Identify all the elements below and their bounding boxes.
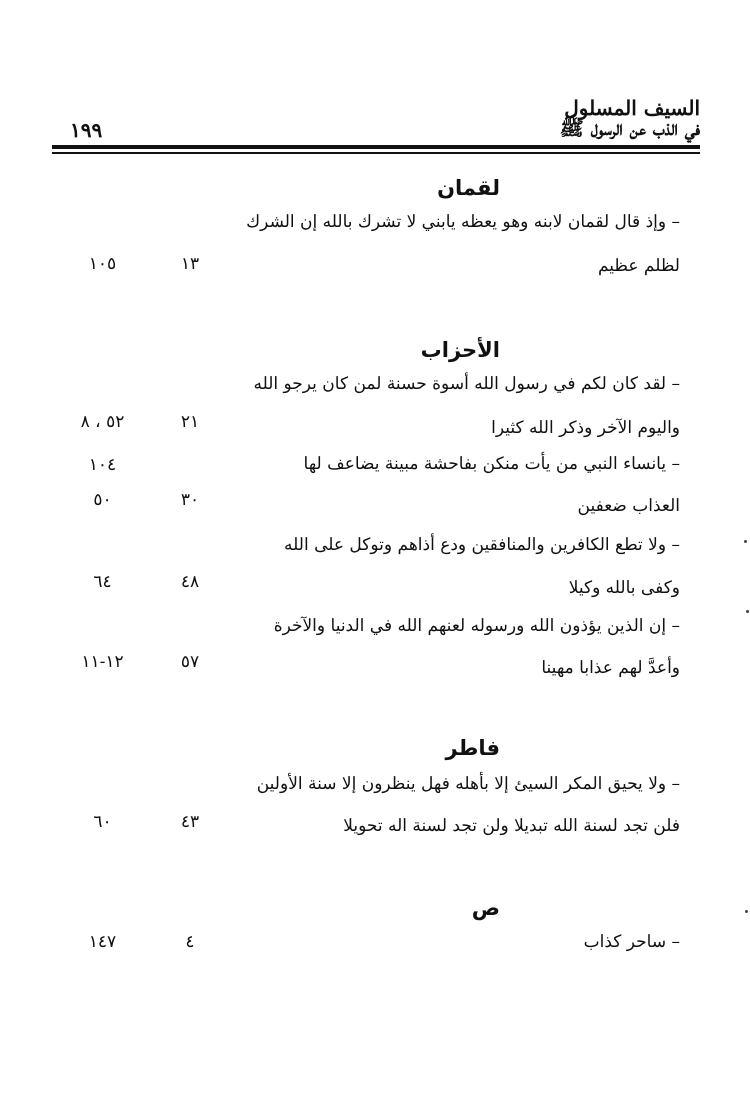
verse-line: – ولا تطع الكافرين والمنافقين ودع أذاهم وتوكل على الله (284, 535, 680, 555)
page-reference: ٥٠ (93, 490, 112, 510)
page-reference: ٦٠ (93, 812, 112, 832)
section-heading-sad: ص (471, 896, 500, 920)
header-rule-thin (52, 152, 700, 154)
page-reference: ١٤٧ (88, 932, 117, 952)
verse-number: ٤ (185, 932, 195, 952)
page-reference: ٥٢ ، ٨ (80, 412, 125, 432)
verse-line: فلن تجد لسنة الله تبديلا ولن تجد لسنة اله تحويلا (343, 816, 680, 836)
verse-line: لظلم عظيم (597, 256, 680, 276)
page-reference: ١٠٥ (88, 254, 117, 274)
section-heading-ahzab: الأحزاب (420, 338, 500, 362)
scan-speck (745, 910, 748, 913)
scan-speck (744, 540, 747, 543)
section-heading-luqman: لقمان (437, 176, 500, 200)
book-subtitle: في الذب عن الرسول ﷺ (559, 116, 700, 140)
verse-number: ٥٧ (180, 652, 200, 672)
verse-line: العذاب ضعفين (577, 496, 680, 516)
verse-line: – يانساء النبي من يأت منكن بفاحشة مبينة يضاعف لها (303, 454, 680, 474)
section-heading-fatir: فاطر (445, 736, 500, 760)
verse-line: وأعدَّ لهم عذابا مهينا (541, 658, 680, 678)
scan-speck (746, 610, 749, 613)
verse-number: ٤٣ (180, 812, 200, 832)
header-rule-thick (52, 145, 700, 149)
verse-number: ١٣ (180, 254, 200, 274)
verse-line: واليوم الآخر وذكر الله كثيرا (491, 418, 680, 438)
verse-number: ٣٠ (180, 490, 200, 510)
page-number: ١٩٩ (70, 118, 103, 142)
page-reference: ١٠٤ (88, 455, 117, 475)
verse-line: – ساحر كذاب (583, 932, 680, 952)
verse-number: ٤٨ (180, 572, 200, 592)
page-reference: ٦٤ (93, 572, 112, 592)
verse-line: – إن الذين يؤذون الله ورسوله لعنهم الله في الدنيا والآخرة (273, 616, 680, 636)
verse-line: – ولا يحيق المكر السيئ إلا بأهله فهل ينظرون إلا سنة الأولين (256, 774, 680, 794)
verse-line: – لقد كان لكم في رسول الله أسوة حسنة لمن كان يرجو الله (253, 374, 680, 394)
page-reference: ١٢-١١ (81, 652, 124, 672)
verse-number: ٢١ (180, 412, 200, 432)
book-title: السيف المسلول (564, 96, 700, 120)
verse-line: – وإذ قال لقمان لابنه وهو يعظه يابني لا تشرك بالله إن الشرك (246, 212, 680, 232)
verse-line: وكفى بالله وكيلا (568, 578, 680, 598)
